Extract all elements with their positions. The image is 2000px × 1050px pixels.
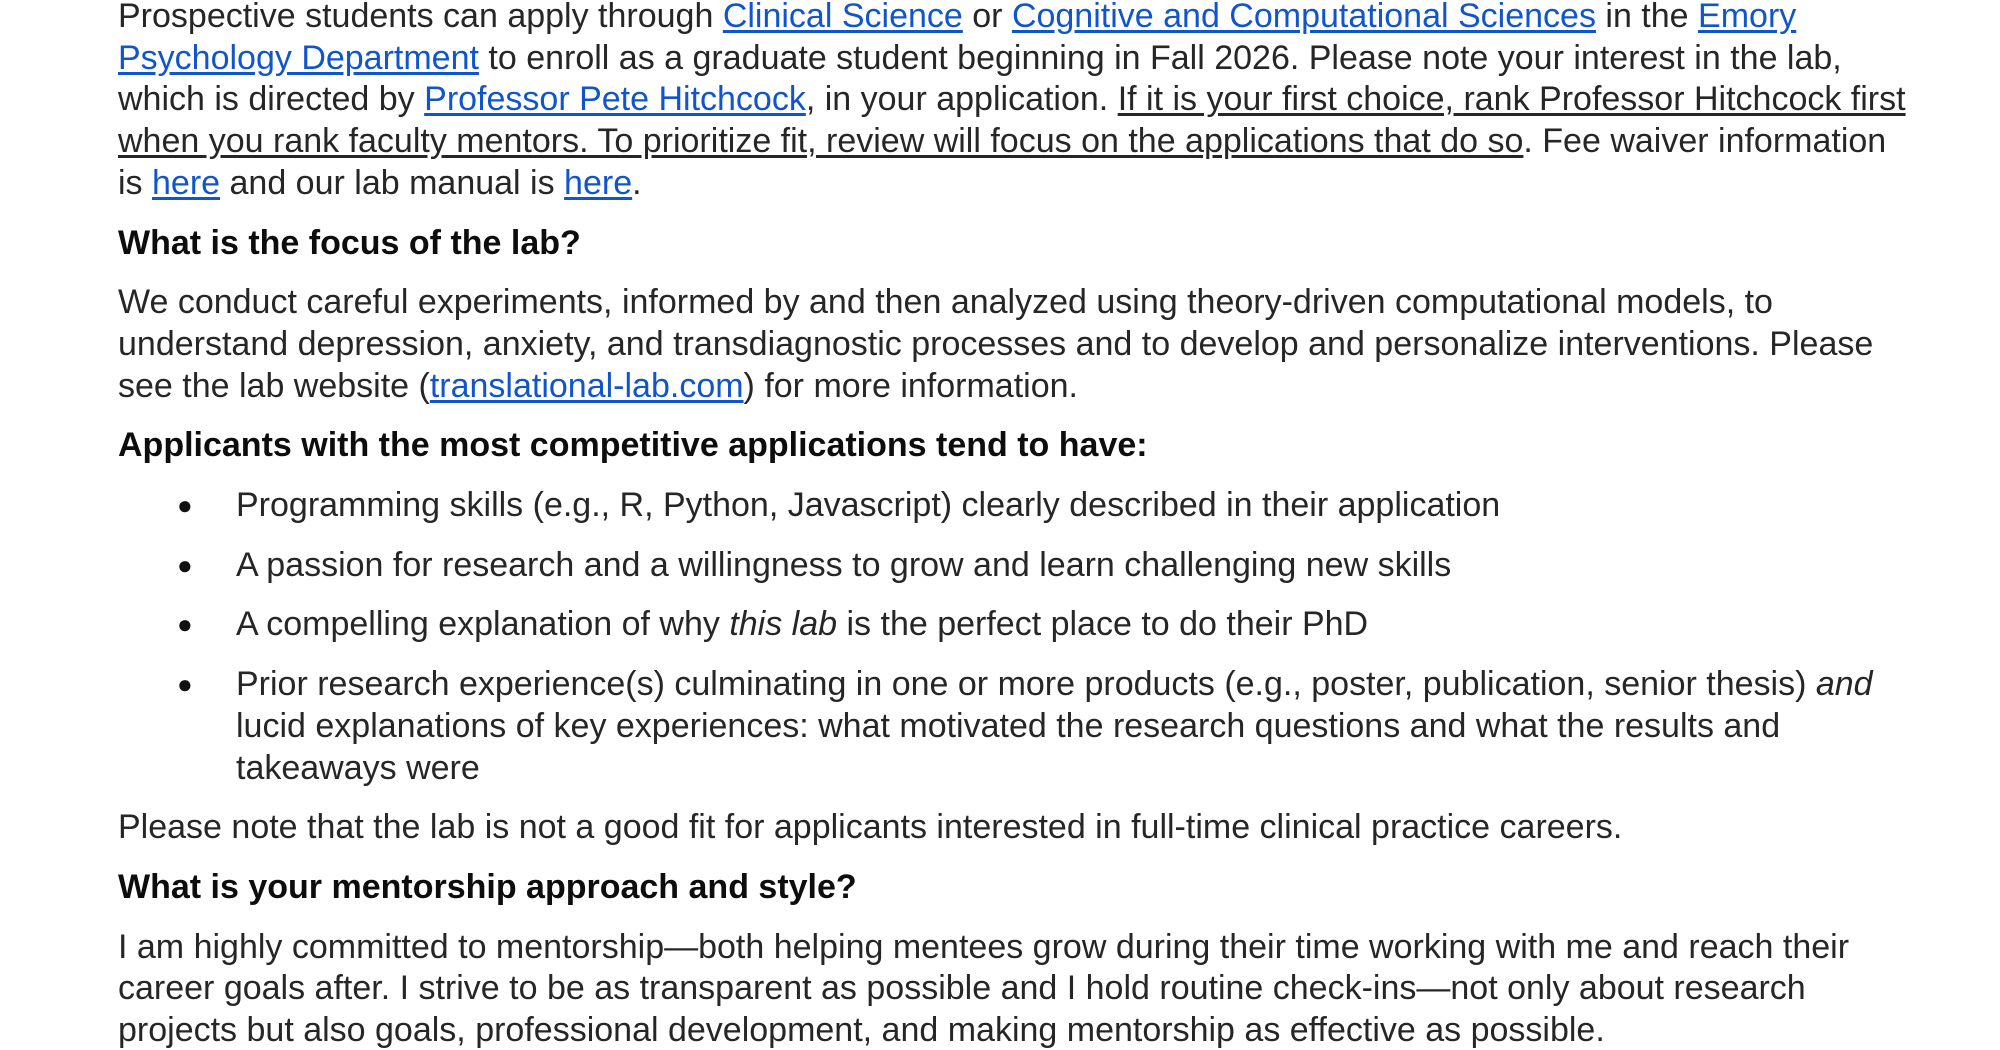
focus-paragraph [118,282,1908,407]
focus-text-1: We conduct careful experiments, informed by and then analyzed using theory-driven computational models, to understand depression, anxiety, and transdiagnostic processes and to develop and personalize interventions. Please see the lab website ( [118,283,1874,405]
document-body [118,0,1908,1050]
intro-text-6: . Fee waiver information is [118,122,1887,202]
mentorship-paragraph: I am highly committed to mentorship—both helping mentees grow during their time working with me and reach their career goals after. I strive to be as transparent as possible and I hold routine check-ins—not only about research projects but also goals, professional development, and making mentorship as effective as possible. [118,927,1850,1050]
cognitive-computational-sciences-link[interactable]: Cognitive and Computational Sciences [1011,0,1596,35]
list-item [118,664,1908,789]
applicant-qualities-list [118,485,1908,789]
mentorship-heading: What is your mentorship approach and style? [118,867,857,906]
intro-text-8: . [632,163,642,202]
list-item [118,604,1908,646]
intro-text-7: and our lab manual is [220,163,565,202]
intro-text-2: or [962,0,1012,35]
applicants-heading: Applicants with the most competitive applications tend to have: [118,426,1148,465]
list-item [118,545,1908,587]
fee-waiver-link[interactable]: here [152,163,221,202]
list-item-text: Programming skills (e.g., R, Python, Javascript) clearly described in their application [236,486,1501,525]
clinical-science-link[interactable]: Clinical Science [722,0,963,35]
item4-text-b: lucid explanations of key experiences: what motivated the research questions and what the results and takeaways were [236,706,1781,787]
first-choice-note: If it is your first choice, rank Professor Hitchcock first when you rank faculty mentors. To prioritize fit, review will focus on the applications that do so [118,80,1906,161]
lab-website-link[interactable]: translational-lab.com [429,366,744,405]
list-item-text: A passion for research and a willingness to grow and learn challenging new skills [236,545,1452,584]
bullet-icon: ● [177,549,193,580]
lab-manual-link[interactable]: here [564,163,633,202]
bullet-icon: ● [177,490,193,521]
item3-text-a: A compelling explanation of why [236,605,730,644]
intro-text-5: , in your application. [805,80,1118,119]
focus-heading: What is the focus of the lab? [118,223,581,262]
list-item [118,485,1908,527]
list-item-text [236,665,1873,786]
fit-note: Please note that the lab is not a good fit for applicants interested in full-time clinical practice careers. [118,808,1623,847]
emory-psychology-department-link[interactable]: Emory Psychology Department [118,0,1797,77]
bullet-icon: ● [177,609,193,640]
intro-text-1: Prospective students can apply through [118,0,723,35]
item4-text-a: Prior research experience(s) culminating in one or more products (e.g., poster, publication, senior thesis) [236,665,1816,704]
intro-text-3: in the [1595,0,1699,35]
bullet-icon: ● [177,669,193,700]
item4-emphasis: and [1815,665,1873,704]
focus-text-2: ) for more information. [743,366,1078,405]
item3-emphasis: this lab [729,605,838,644]
professor-hitchcock-link[interactable]: Professor Pete Hitchcock [424,80,806,119]
intro-text-4: to enroll as a graduate student beginning in Fall 2026. Please note your interest in the lab, which is directed by [118,38,1842,119]
intro-paragraph [118,0,1908,205]
list-item-text [236,605,1368,643]
item3-text-b: is the perfect place to do their PhD [837,605,1369,644]
